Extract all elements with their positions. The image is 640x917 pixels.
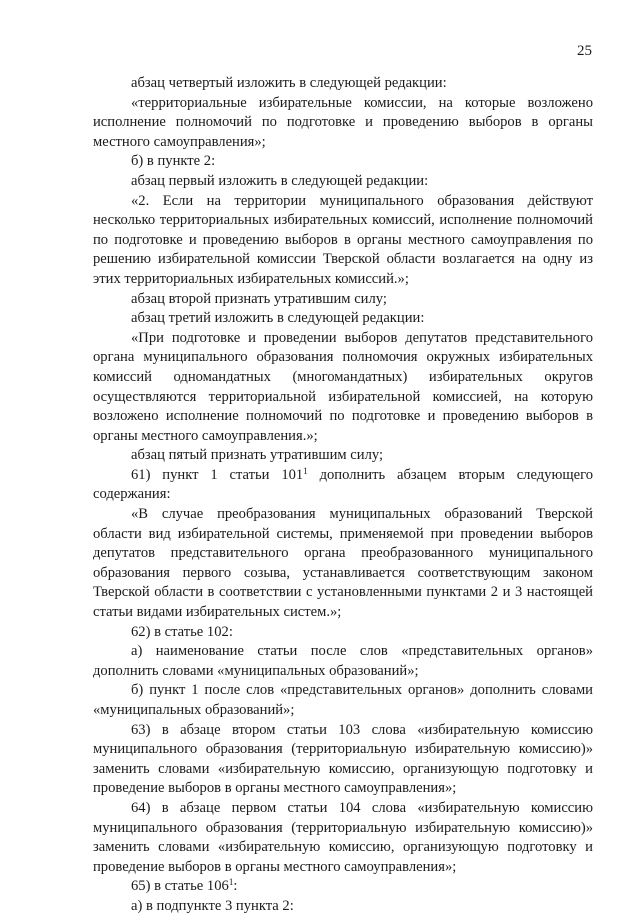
paragraph-3: б) в пункте 2: xyxy=(131,153,216,170)
paragraph-18: а) в подпункте 3 пункта 2: xyxy=(131,897,294,914)
superscript: 1 xyxy=(303,465,308,476)
paragraph-2: «территориальные избирательные комиссии, на которые возложено исполнение полномочий по подготовке и проведению выборов в органы местного самоуправления»; xyxy=(93,94,593,150)
paragraph-10-text: 61) пункт 1 статьи 101 xyxy=(131,466,304,483)
paragraph-9: абзац пятый признать утратившим силу; xyxy=(131,447,384,464)
paragraph-12: 62) в статье 102: xyxy=(131,623,233,640)
paragraph-5: «2. Если на территории муниципального образования действуют несколько территориальных избирательных комиссий, исполнение полномочий по подготовке и проведению выборов в органы местного самоуправления по решению избирательной комиссии Тверской области возлагается на одну из этих территориальных избирательных комиссий.»; xyxy=(93,192,593,287)
paragraph-1: абзац четвертый изложить в следующей редакции: xyxy=(131,75,447,91)
paragraph-17-text: 65) в статье 106 xyxy=(131,878,229,895)
paragraph-6: абзац второй признать утратившим силу; xyxy=(131,290,387,307)
paragraph-11: «В случае преобразования муниципальных образований Тверской области вид избирательной системы, применяемой при проведении выборов депутатов представительного органа преобразованного муниципального образования первого созыва, устанавливается соответствующим законом Тверской области в соответствии с установленными пунктами 2 и 3 настоящей статьи видами избирательных систем.»; xyxy=(93,506,593,621)
paragraph-8: «При подготовке и проведении выборов депутатов представительного органа муниципального образования полномочия окружных избирательных комиссий одномандатных (многомандатных) избирательных округов осуществляются территориальной избирательной комиссией, на которую возложено исполнение полномочий по подготовке и проведению выборов в органы местного самоуправления.»; xyxy=(93,329,593,444)
paragraph-17 xyxy=(93,877,593,897)
paragraph-7: абзац третий изложить в следующей редакции: xyxy=(131,310,425,327)
page-number: 25 xyxy=(577,43,592,59)
paragraph-14: б) пункт 1 после слов «представительных органов» дополнить словами «муниципальных образований»; xyxy=(93,682,593,718)
paragraph-16: 64) в абзаце первом статьи 104 слова «избирательную комиссию муниципального образования (территориальную избирательную комиссию)» заменить словами «избирательную комиссию, организующую подготовку и проведение выборов в органы местного самоуправления»; xyxy=(93,799,593,875)
superscript: 1 xyxy=(228,877,234,888)
paragraph-10 xyxy=(93,466,593,505)
paragraph-10-continuation: дополнить абзацем вторым следующего содержания: xyxy=(93,466,594,503)
document-body xyxy=(93,74,593,917)
paragraph-4: абзац первый изложить в следующей редакции: xyxy=(131,172,429,189)
paragraph-13: а) наименование статьи после слов «представительных органов» дополнить словами «муниципальных образований»; xyxy=(93,643,593,679)
paragraph-15: 63) в абзаце втором статьи 103 слова «избирательную комиссию муниципального образования (территориальную избирательную комиссию)» заменить словами «избирательную комиссию, организующую подготовку и проведение выборов в органы местного самоуправления»; xyxy=(93,721,593,797)
paragraph-17-continuation: : xyxy=(233,878,238,895)
